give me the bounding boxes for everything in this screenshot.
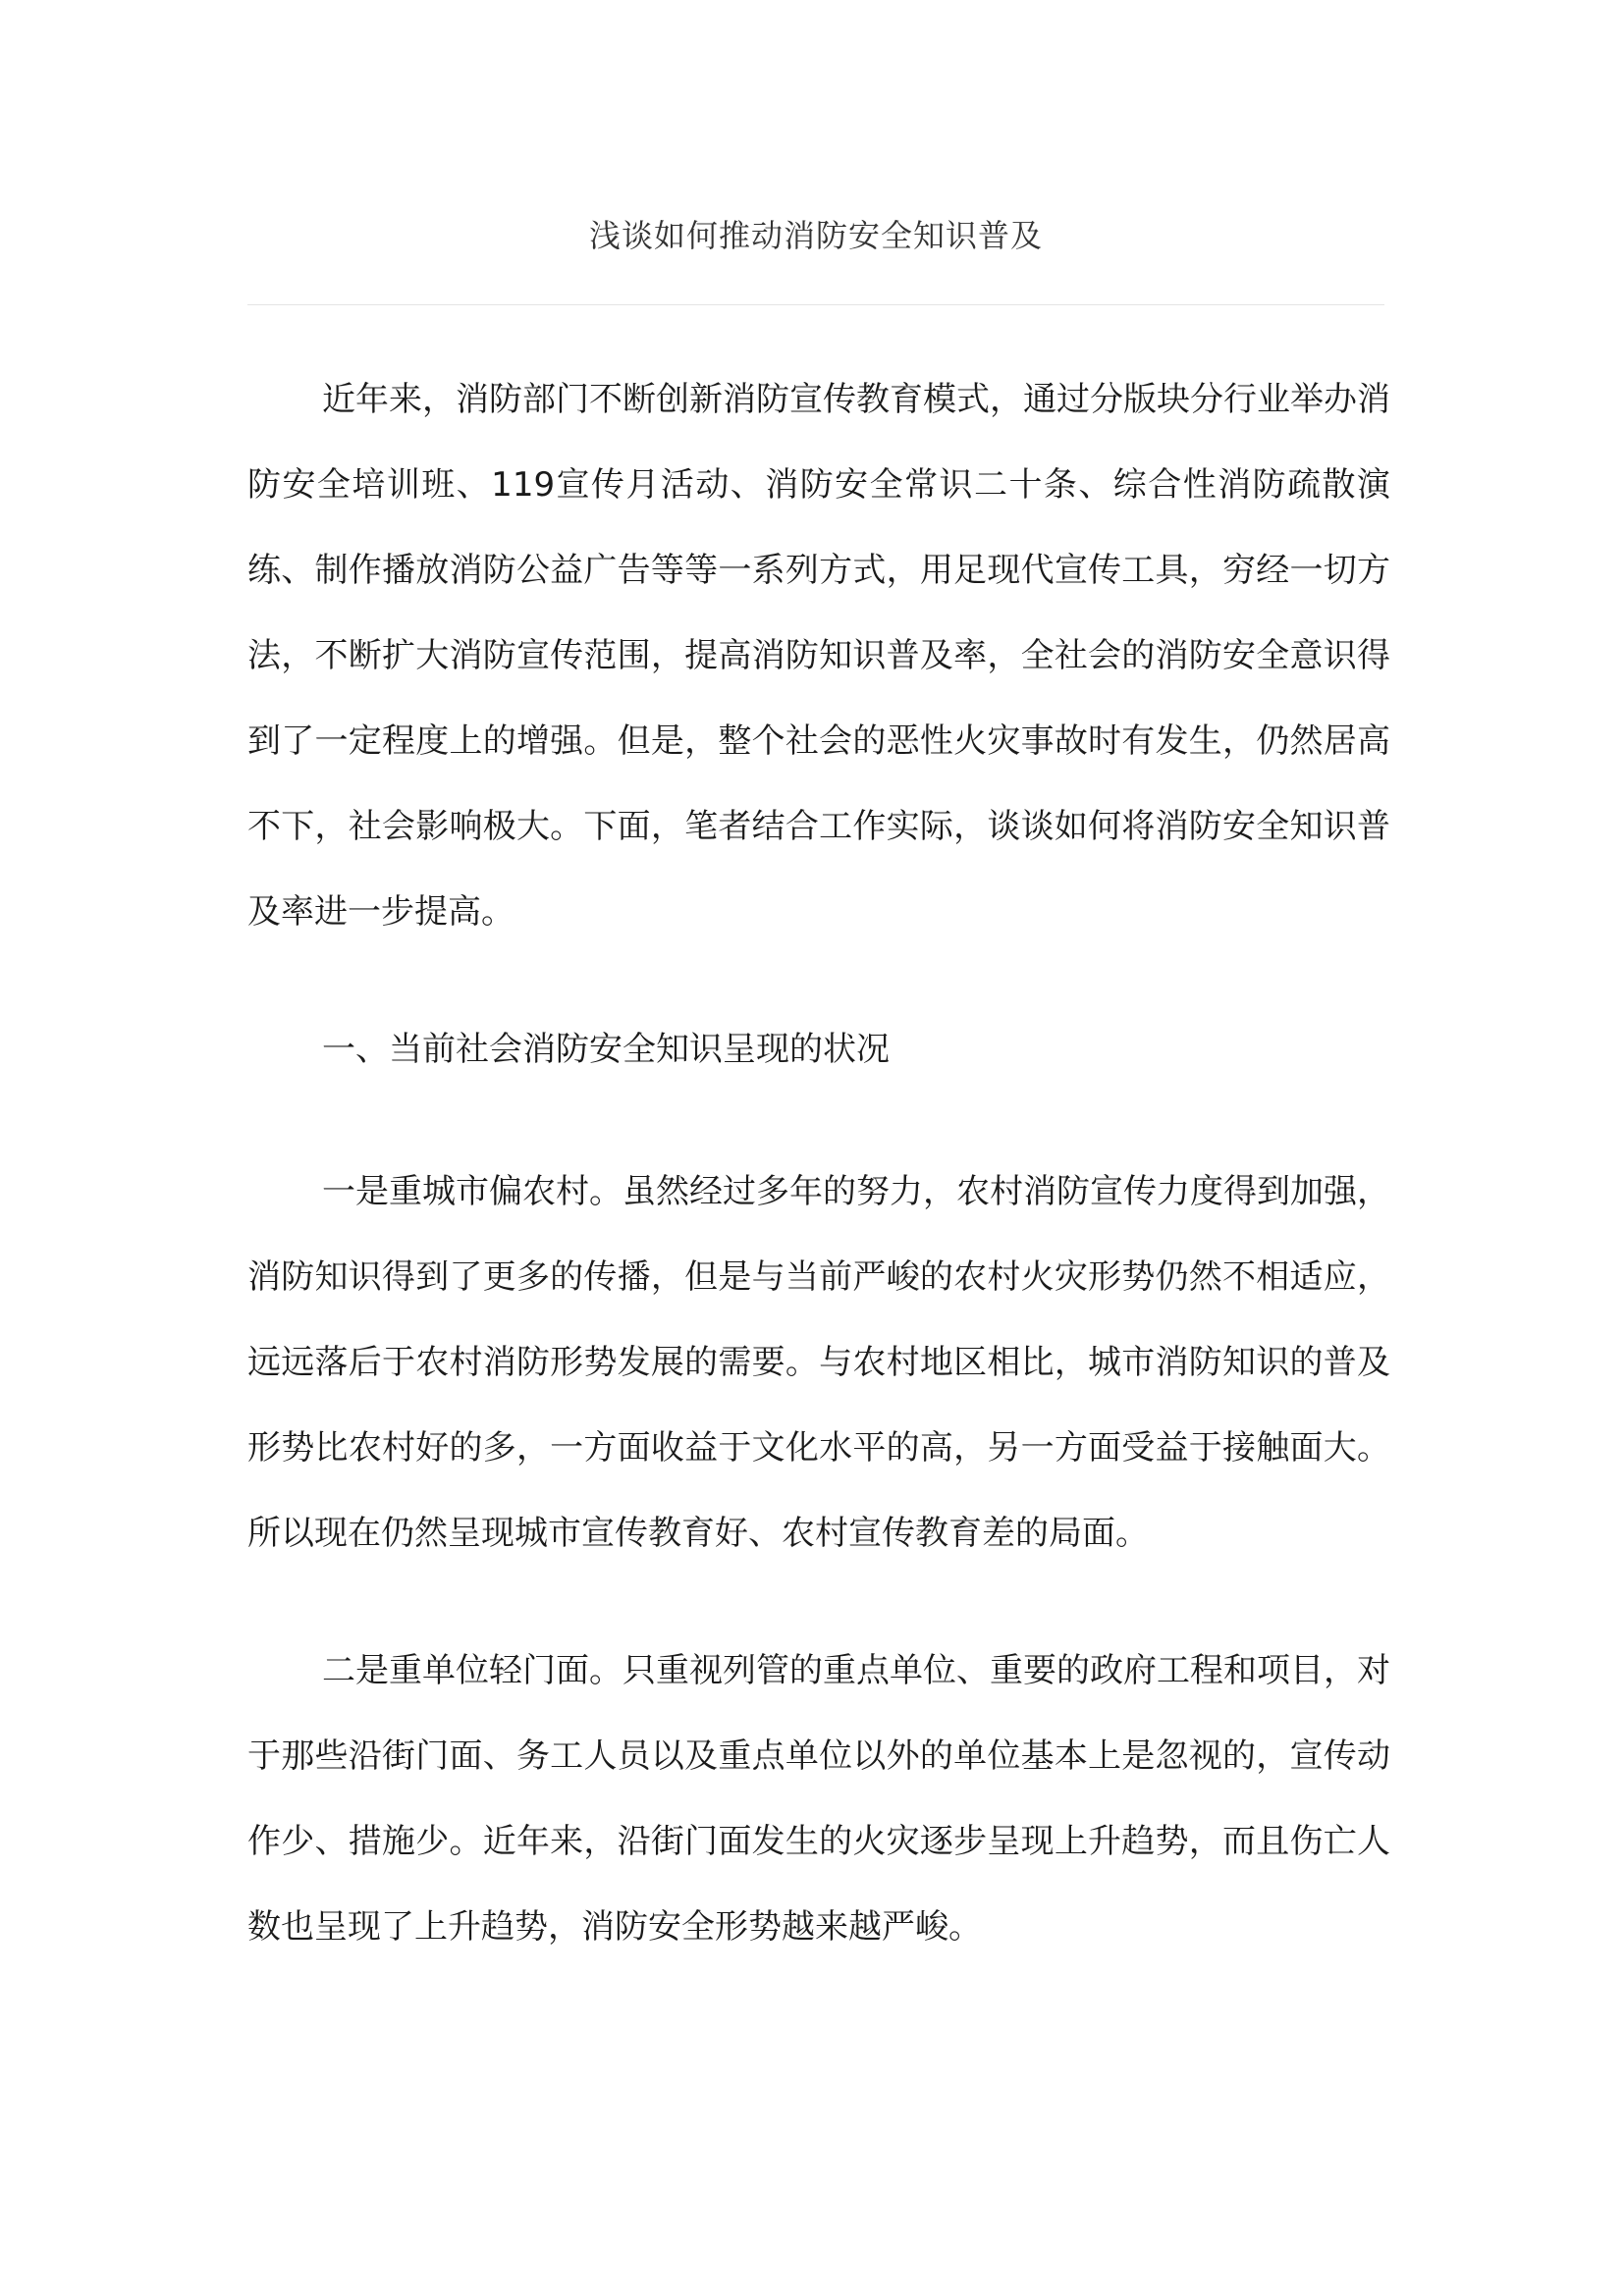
- document-title: 浅谈如何推动消防安全知识普及: [588, 217, 1043, 254]
- section-heading: 一、当前社会消防安全知识呈现的状况: [322, 1030, 890, 1069]
- point-two-paragraph: 二是重单位轻门面。只重视列管的重点单位、重要的政府工程和项目，对于那些沿街门面、务工人员以及重点单位以外的单位基本上是忽视的，宣传动作少、措施少。近年来，沿街门面发生的火灾逐步呈现上升趋势，而且伤亡人数也呈现了上升趋势，消防安全形势越来越严峻。: [247, 1651, 1390, 1947]
- title-divider: [247, 304, 1384, 305]
- intro-paragraph: 近年来，消防部门不断创新消防宣传教育模式，通过分版块分行业举办消防安全培训班、119宣传月活动、消防安全常识二十条、综合性消防疏散演练、制作播放消防公益广告等等一系列方式，用足现代宣传工具，穷经一切方法，不断扩大消防宣传范围，提高消防知识普及率，全社会的消防安全意识得到了一定程度上的增强。但是，整个社会的恶性火灾事故时有发生，仍然居高不下，社会影响极大。下面，笔者结合工作实际，谈谈如何将消防安全知识普及率进一步提高。: [247, 380, 1390, 932]
- point-one-paragraph: 一是重城市偏农村。虽然经过多年的努力，农村消防宣传力度得到加强，消防知识得到了更多的传播，但是与当前严峻的农村火灾形势仍然不相适应，远远落后于农村消防形势发展的需要。与农村地区相比，城市消防知识的普及形势比农村好的多，一方面收益于文化水平的高，另一方面受益于接触面大。所以现在仍然呈现城市宣传教育好、农村宣传教育差的局面。: [247, 1172, 1390, 1553]
